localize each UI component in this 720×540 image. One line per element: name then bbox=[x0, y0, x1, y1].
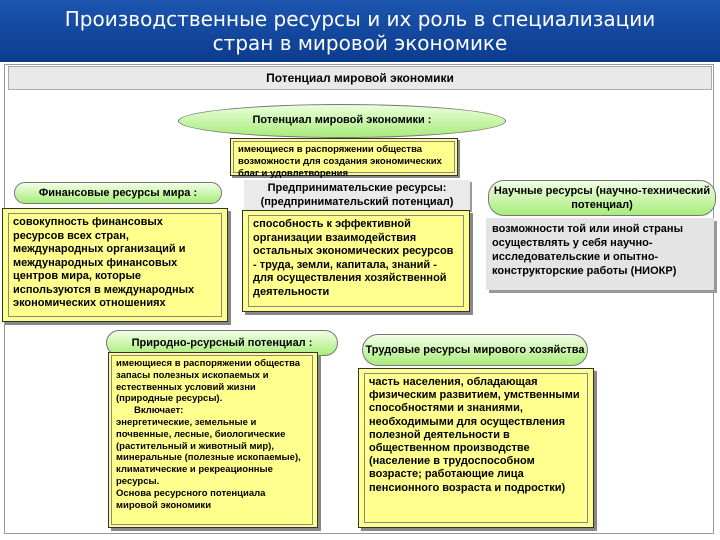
diagram-header-bar: Потенциал мировой экономики bbox=[8, 66, 712, 90]
potential-ellipse: Потенциал мировой экономики : bbox=[178, 104, 506, 138]
entrepreneurial-resources-text: способность к эффективной организации взаимодействия остальных экономических ресурсов - труда, земли, капитала, знаний - для осуществления хозяйственной деятельности bbox=[248, 215, 464, 307]
slide-title-line1: Производственные ресурсы и их роль в специализации bbox=[64, 7, 656, 31]
natural-resources-includes: Включает: bbox=[134, 405, 184, 417]
labor-resources-box bbox=[358, 368, 594, 528]
financial-resources-box bbox=[2, 208, 228, 322]
potential-definition-text: имеющиеся в распоряжении общества возможности для создания экономических благ и удовлетворения bbox=[233, 141, 455, 173]
financial-resources-text: совокупность финансовых ресурсов всех стран, международных организаций и международных финансовых центров мира, которые используются в международных экономических отношениях bbox=[8, 213, 222, 317]
slide-title bbox=[0, 0, 720, 62]
scientific-resources-text: возможности той или иной страны осуществлять у себя научно-исследовательские и опытно-конструкторские работы (НИОКР) bbox=[492, 223, 683, 277]
labor-resources-label: Трудовые ресурсы мирового хозяйства bbox=[362, 334, 588, 366]
entrepreneurial-resources-box bbox=[242, 210, 470, 312]
potential-definition-box bbox=[230, 138, 458, 179]
natural-resources-list: энергетические, земельные и почвенные, лесные, биологические (растительный и животный мир), минеральные (полезные ископаемые), климатические и рекреационные ресурсы. bbox=[116, 416, 301, 487]
natural-resources-body bbox=[111, 355, 313, 525]
natural-resources-text: имеющиеся в распоряжении общества запасы полезных ископаемых и естественных условий жизни (природные ресурсы). bbox=[116, 358, 301, 405]
labor-resources-text: часть населения, обладающая физическим развитием, умственными способностями и знаниями, необходимыми для осуществления полезной деятельности в общественном производстве (население в трудоспособном возрасте; работающие лица пенсионного возраста и подростки) bbox=[364, 373, 588, 523]
natural-resources-basis: Основа ресурсного потенциала мировой экономики bbox=[116, 487, 266, 511]
slide-title-line2: стран в мировой экономике bbox=[212, 31, 508, 55]
natural-resources-label: Природно-рсурсный потенциал : bbox=[106, 330, 338, 356]
natural-resources-box bbox=[108, 352, 318, 528]
scientific-resources-label: Научные ресурсы (научно-технический потенциал) bbox=[488, 180, 716, 216]
entrepreneurial-resources-label: Предпринимательские ресурсы: (предпринимательский потенциал) bbox=[244, 180, 470, 210]
scientific-resources-box bbox=[486, 218, 714, 290]
financial-resources-label: Финансовые ресурсы мира : bbox=[14, 182, 222, 204]
